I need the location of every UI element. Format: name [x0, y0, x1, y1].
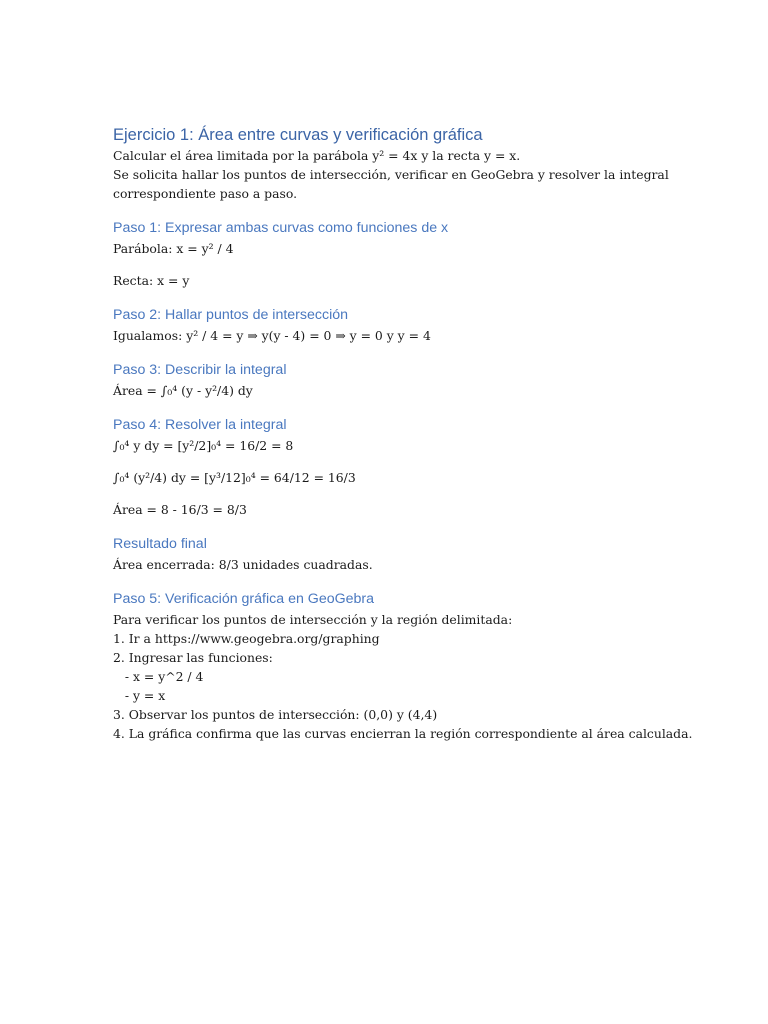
document-page — [113, 124, 713, 743]
section-paragraph: ∫₀⁴ y dy = [y²/2]₀⁴ = 16/2 = 8 — [113, 438, 294, 453]
section-paragraph: Área encerrada: 8/3 unidades cuadradas. — [113, 557, 373, 572]
section-paragraph: Área = ∫₀⁴ (y - y²/4) dy — [113, 383, 253, 398]
section-heading-paso-1: Paso 1: Expresar ambas curvas como funciones de x — [113, 220, 449, 236]
section-paragraph: Recta: x = y — [113, 273, 190, 288]
section-paragraph: Parábola: x = y² / 4 — [113, 241, 234, 256]
intro-line: correspondiente paso a paso. — [113, 186, 298, 201]
document-title: Ejercicio 1: Área entre curvas y verificación gráfica — [113, 126, 483, 144]
step-line: Para verificar los puntos de intersección y la región delimitada: — [113, 612, 513, 627]
step-line: 4. La gráfica confirma que las curvas encierran la región correspondiente al área calculada. — [113, 726, 693, 741]
geogebra-steps — [113, 610, 713, 743]
section-paragraph: ∫₀⁴ (y²/4) dy = [y³/12]₀⁴ = 64/12 = 16/3 — [113, 470, 356, 485]
step-line: - y = x — [113, 688, 166, 703]
step-line: 1. Ir a https://www.geogebra.org/graphing — [113, 631, 380, 646]
intro-line: Calcular el área limitada por la parábola y² = 4x y la recta y = x. — [113, 148, 521, 163]
section-heading-paso-4: Paso 4: Resolver la integral — [113, 417, 287, 433]
section-paragraph: Igualamos: y² / 4 = y ⇒ y(y - 4) = 0 ⇒ y = 0 y y = 4 — [113, 328, 431, 343]
section-heading-paso-2: Paso 2: Hallar puntos de intersección — [113, 307, 349, 323]
section-heading-paso-3: Paso 3: Describir la integral — [113, 362, 287, 378]
section-heading-paso-5: Paso 5: Verificación gráfica en GeoGebra — [113, 591, 375, 607]
step-line: 3. Observar los puntos de intersección: (0,0) y (4,4) — [113, 707, 438, 722]
step-line: 2. Ingresar las funciones: — [113, 650, 273, 665]
intro-line: Se solicita hallar los puntos de intersección, verificar en GeoGebra y resolver la integral — [113, 167, 669, 182]
section-paragraph: Área = 8 - 16/3 = 8/3 — [113, 502, 247, 517]
intro-block — [113, 146, 713, 203]
section-heading-resultado: Resultado final — [113, 536, 207, 552]
step-line: - x = y^2 / 4 — [113, 669, 204, 684]
